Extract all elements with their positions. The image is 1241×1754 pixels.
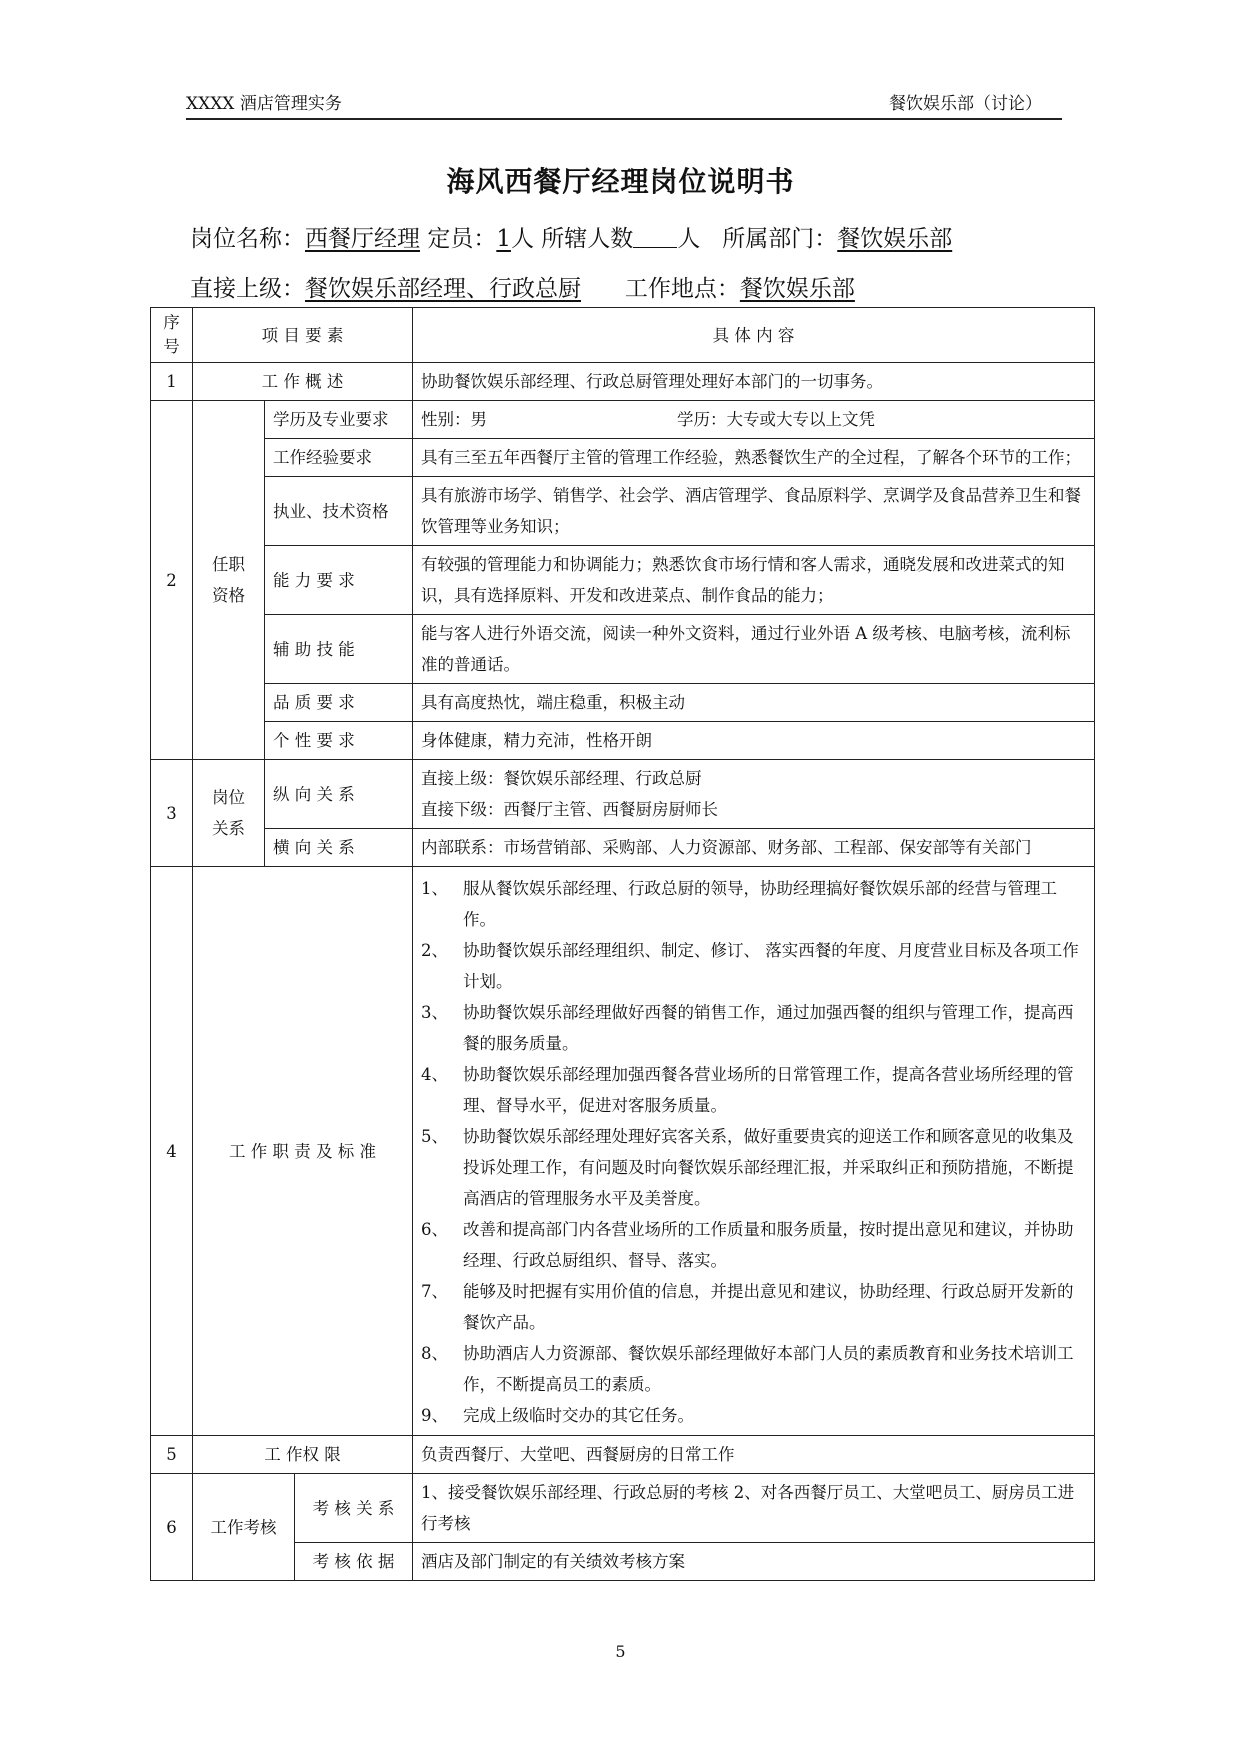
row-no: 4 <box>151 867 193 1436</box>
row-no: 2 <box>151 401 193 760</box>
row-item: 考 核 关 系 <box>295 1474 413 1543</box>
row-item: 学历及专业要求 <box>265 401 413 439</box>
row-content <box>413 401 1095 439</box>
row-content: 身体健康，精力充沛，性格开朗 <box>413 722 1095 760</box>
table-row <box>151 439 1095 477</box>
dept-label: 所属部门： <box>722 226 838 252</box>
row-item: 工作经验要求 <box>265 439 413 477</box>
header-right: 餐饮娱乐部（讨论） <box>889 94 1042 114</box>
superior-value: 餐饮娱乐部经理、行政总厨 <box>305 276 581 302</box>
page-number: 5 <box>615 1642 626 1661</box>
row-content: 能与客人进行外语交流，阅读一种外文资料，通过行业外语 A 级考核、电脑考核，流利标准的普通话。 <box>413 615 1095 684</box>
row-content <box>413 867 1095 1436</box>
subordinates-label: 所辖人数 <box>541 226 634 252</box>
quota-label: 定员： <box>427 226 497 252</box>
header-no: 序 号 <box>151 308 193 363</box>
gender-text: 性别：男 <box>421 410 488 429</box>
row-group: 工作考核 <box>193 1474 295 1581</box>
row-content: 具有高度热忱，端庄稳重，积极主动 <box>413 684 1095 722</box>
table-row <box>151 1436 1095 1474</box>
table-row <box>151 363 1095 401</box>
row-item: 纵 向 关 系 <box>265 760 413 829</box>
row-no: 1 <box>151 363 193 401</box>
duty-list <box>421 873 1086 1431</box>
subordinate-line: 直接下级：西餐厅主管、西餐厨房厨师长 <box>421 800 719 819</box>
position-value: 西餐厅经理 <box>305 226 420 252</box>
row-item: 执业、技术资格 <box>265 477 413 546</box>
info-line-2 <box>190 270 855 303</box>
table-row <box>151 760 1095 829</box>
location-value: 餐饮娱乐部 <box>739 276 855 302</box>
row-item: 个 性 要 求 <box>265 722 413 760</box>
row-content: 酒店及部门制定的有关绩效考核方案 <box>413 1543 1095 1581</box>
job-description-table <box>150 307 1095 1581</box>
header-content: 具 体 内 容 <box>413 308 1095 363</box>
list-item: 9、 完成上级临时交办的其它任务。 <box>421 1406 695 1425</box>
table-header-row <box>151 308 1095 363</box>
list-item: 2、 协助餐饮娱乐部经理组织、制定、修订、 落实西餐的年度、月度营业目标及各项工作计划。 <box>421 941 1079 991</box>
subordinates-unit: 人 <box>677 226 701 252</box>
list-item: 7、 能够及时把握有实用价值的信息，并提出意见和建议，协助经理、行政总厨开发新的餐饮产品。 <box>421 1282 1074 1332</box>
superior-label: 直接上级： <box>190 276 305 302</box>
row-item: 能 力 要 求 <box>265 546 413 615</box>
table-row <box>151 1474 1095 1543</box>
row-content: 内部联系：市场营销部、采购部、人力资源部、财务部、工程部、保安部等有关部门 <box>413 829 1095 867</box>
table-row <box>151 546 1095 615</box>
row-no: 5 <box>151 1436 193 1474</box>
row-content: 协助餐饮娱乐部经理、行政总厨管理处理好本部门的一切事务。 <box>413 363 1095 401</box>
table-row <box>151 477 1095 546</box>
row-item: 横 向 关 系 <box>265 829 413 867</box>
table-row <box>151 684 1095 722</box>
row-no: 6 <box>151 1474 193 1581</box>
row-item: 品 质 要 求 <box>265 684 413 722</box>
row-item: 工 作 职 责 及 标 准 <box>193 867 413 1436</box>
list-item: 3、 协助餐饮娱乐部经理做好西餐的销售工作，通过加强西餐的组织与管理工作，提高西餐的服务质量。 <box>421 1003 1074 1053</box>
position-label: 岗位名称： <box>190 226 305 252</box>
list-item: 5、 协助餐饮娱乐部经理处理好宾客关系，做好重要贵宾的迎送工作和顾客意见的收集及投诉处理工作，有问题及时向餐饮娱乐部经理汇报，并采取纠正和预防措施，不断提高酒店的管理服务水平及美誉度。 <box>421 1127 1074 1208</box>
row-content: 负责西餐厅、大堂吧、西餐厨房的日常工作 <box>413 1436 1095 1474</box>
education-text: 学历：大专或大专以上文凭 <box>677 410 876 429</box>
row-content: 具有三至五年西餐厅主管的管理工作经验，熟悉餐饮生产的全过程，了解各个环节的工作； <box>413 439 1095 477</box>
table-row <box>151 867 1095 1436</box>
row-item: 工 作权 限 <box>193 1436 413 1474</box>
header-left: XXXX 酒店管理实务 <box>186 94 342 114</box>
header-item: 项 目 要 素 <box>193 308 413 363</box>
row-item: 辅 助 技 能 <box>265 615 413 684</box>
subordinates-blank <box>633 227 677 248</box>
table-row <box>151 401 1095 439</box>
row-item: 考 核 依 据 <box>295 1543 413 1581</box>
superior-line: 直接上级：餐饮娱乐部经理、行政总厨 <box>421 769 702 788</box>
list-item: 4、 协助餐饮娱乐部经理加强西餐各营业场所的日常管理工作，提高各营业场所经理的管理、督导水平，促进对客服务质量。 <box>421 1065 1074 1115</box>
list-item: 6、 改善和提高部门内各营业场所的工作质量和服务质量，按时提出意见和建议，并协助经理、行政总厨组织、督导、落实。 <box>421 1220 1074 1270</box>
info-line-1 <box>190 220 952 253</box>
row-no: 3 <box>151 760 193 867</box>
quota-value: 1 <box>496 226 511 252</box>
list-item: 1、 服从餐饮娱乐部经理、行政总厨的领导，协助经理搞好餐饮娱乐部的经营与管理工作。 <box>421 879 1058 929</box>
dept-value: 餐饮娱乐部 <box>837 226 953 252</box>
row-content <box>413 760 1095 829</box>
table-row <box>151 829 1095 867</box>
row-group: 任职 资格 <box>193 401 265 760</box>
location-label: 工作地点： <box>624 276 740 302</box>
table-row <box>151 722 1095 760</box>
document-title: 海风西餐厅经理岗位说明书 <box>446 165 795 198</box>
quota-unit: 人 <box>510 226 534 252</box>
row-item: 工 作 概 述 <box>193 363 413 401</box>
row-content: 1、接受餐饮娱乐部经理、行政总厨的考核 2、对各西餐厅员工、大堂吧员工、厨房员工进行考核 <box>413 1474 1095 1543</box>
list-item: 8、 协助酒店人力资源部、餐饮娱乐部经理做好本部门人员的素质教育和业务技术培训工作，不断提高员工的素质。 <box>421 1344 1074 1394</box>
row-content: 具有旅游市场学、销售学、社会学、酒店管理学、食品原料学、烹调学及食品营养卫生和餐饮管理等业务知识； <box>413 477 1095 546</box>
row-content: 有较强的管理能力和协调能力；熟悉饮食市场行情和客人需求，通晓发展和改进菜式的知识，具有选择原料、开发和改进菜点、制作食品的能力； <box>413 546 1095 615</box>
table-row <box>151 615 1095 684</box>
row-group: 岗位 关系 <box>193 760 265 867</box>
page-header <box>186 88 1062 120</box>
